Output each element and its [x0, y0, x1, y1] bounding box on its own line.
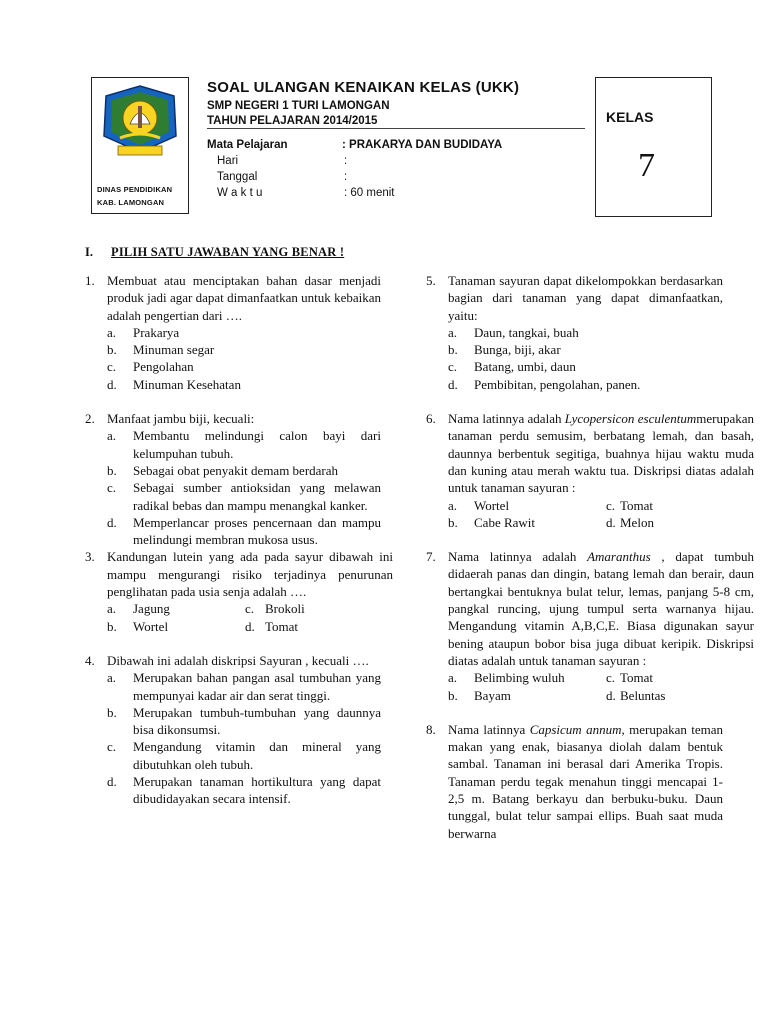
question-7 — [426, 548, 754, 704]
question-text: Nama latinnya adalah Amaranthus , dapat tumbuh didaerah panas dan dingin, batang lemah dan berair, daun bertangkai bentuknya bulat telur, lemas, panjang 5-8 cm, pangkal runcing, ujung tumpul serta warnanya hijau. Mengandung vitamin A,B,C,E. Biasa digunakan sayur bening ataupun bobor bisa juga dibuat keripik. Diskripsi diatas adalah untuk tanaman sayuran : — [448, 549, 754, 668]
question-column-left — [85, 272, 393, 808]
class-number: 7 — [638, 147, 655, 184]
latin-name: Amaranthus — [587, 549, 651, 565]
answer-option[interactable]: c. Pengolahan — [107, 359, 194, 375]
answer-option[interactable]: d. Minuman Kesehatan — [107, 376, 241, 392]
question-5 — [426, 272, 723, 393]
info-value-time: : 60 menit — [344, 187, 395, 199]
answer-option[interactable]: d. Memperlancar proses pencernaan dan mampu melindungi membran mukosa usus. — [107, 514, 381, 548]
latin-name: Capsicum annum — [529, 721, 622, 737]
academic-year: TAHUN PELAJARAN 2014/2015 — [207, 115, 378, 127]
question-2 — [85, 410, 381, 548]
question-number: 6. — [426, 411, 436, 427]
answer-option[interactable]: c. Sebagai sumber antioksidan yang melawan radikal bebas dan mampu menangkal kanker. — [107, 480, 381, 513]
question-number: 3. — [85, 549, 95, 565]
logo-caption — [92, 183, 188, 209]
answer-option[interactable]: c. Mengandung vitamin dan mineral yang dibutuhkan oleh tubuh. — [107, 739, 381, 772]
info-value-day: : — [344, 155, 348, 167]
question-number: 7. — [426, 549, 436, 565]
school-name: SMP NEGERI 1 TURI LAMONGAN — [207, 100, 390, 112]
lamongan-emblem-icon — [96, 82, 184, 180]
info-label-date: Tanggal — [217, 171, 258, 183]
answer-option[interactable]: d. Merupakan tanaman hortikultura yang dapat dibudidayakan secara intensif. — [107, 774, 381, 807]
answer-option[interactable]: c. Tomat — [606, 497, 654, 513]
answer-option[interactable]: a. Prakarya — [107, 324, 180, 340]
question-text: Dibawah ini adalah diskripsi Sayuran , kecuali …. — [107, 652, 369, 668]
question-number: 1. — [85, 273, 95, 288]
question-text: Kandungan lutein yang ada pada sayur dibawah ini mampu mengurangi risiko terjadinya penurunan penglihatan pada usia senja adalah …. — [107, 549, 393, 600]
answer-option[interactable]: c. Brokoli — [245, 601, 305, 617]
info-label-day: Hari — [217, 155, 239, 167]
question-8 — [426, 721, 723, 842]
info-label-subject: Mata Pelajaran — [207, 139, 288, 151]
class-label: KELAS — [606, 109, 654, 125]
question-column-right — [426, 272, 754, 842]
answer-option[interactable]: a. Belimbing wuluh — [448, 670, 565, 686]
question-text: Tanaman sayuran dapat dikelompokkan berdasarkan bagian dari tanaman yang dapat dimanfaatkan, yaitu: — [448, 273, 723, 323]
answer-option[interactable]: a. Merupakan bahan pangan asal tumbuhan yang mempunyai kadar air dan serat tinggi. — [107, 670, 381, 703]
answer-option[interactable]: a. Wortel — [448, 497, 510, 513]
exam-title: SOAL ULANGAN KENAIKAN KELAS (UKK) — [207, 79, 520, 96]
question-text: Membuat atau menciptakan bahan dasar menjadi produk jadi agar dapat dimanfaatkan untuk kebaikan adalah pengertian dari …. — [107, 273, 381, 323]
logo-box — [91, 77, 189, 214]
class-box — [595, 77, 712, 217]
answer-option[interactable]: c. Tomat — [606, 670, 654, 686]
info-value-subject: : PRAKARYA DAN BUDIDAYA — [342, 139, 503, 151]
info-label-time: W a k t u — [217, 187, 263, 199]
answer-option[interactable]: b. Merupakan tumbuh-tumbuhan yang daunnya bisa dikonsumsi. — [107, 704, 381, 738]
answer-option-row — [448, 514, 754, 531]
answer-option[interactable]: a. Membantu melindungi calon bayi dari kelumpuhan tubuh. — [107, 428, 381, 461]
answer-option[interactable]: c. Batang, umbi, daun — [448, 359, 576, 375]
section-title: PILIH SATU JAWABAN YANG BENAR ! — [111, 245, 345, 259]
section-number: I. — [85, 245, 93, 259]
answer-option[interactable]: b. Sebagai obat penyakit demam berdarah — [107, 462, 339, 478]
answer-option-row — [107, 618, 393, 635]
answer-option-row — [448, 497, 754, 514]
question-4 — [85, 652, 381, 808]
answer-option[interactable]: a. Daun, tangkai, buah — [448, 324, 579, 340]
question-text: Nama latinnya adalah Lycopersicon esculentummerupakan tanaman perdu semusim, berbatang lemah, dan basah, daunnya berbentuk segitiga, buahnya hijau waktu muda dan kuning atau merah waktu tua. Diskripsi diatas adalah untuk tanaman sayuran : — [448, 411, 754, 496]
answer-option-row — [448, 669, 754, 686]
answer-option[interactable]: d. Pembibitan, pengolahan, panen. — [448, 376, 641, 392]
question-number: 5. — [426, 273, 436, 288]
question-number: 4. — [85, 652, 95, 668]
answer-option[interactable]: b. Bayam — [448, 687, 511, 703]
answer-option-row — [448, 687, 754, 704]
answer-option[interactable]: b. Wortel — [107, 618, 169, 634]
latin-name: Lycopersicon esculentum — [564, 411, 697, 427]
answer-option[interactable]: d. Tomat — [245, 618, 299, 634]
question-number: 8. — [426, 721, 436, 737]
answer-option[interactable]: b. Bunga, biji, akar — [448, 342, 561, 358]
answer-option[interactable]: b. Minuman segar — [107, 342, 215, 358]
answer-option[interactable]: b. Cabe Rawit — [448, 514, 536, 530]
answer-option[interactable]: a. Jagung — [107, 601, 170, 617]
logo-caption-line-2: KAB. LAMONGAN — [97, 198, 165, 207]
logo-caption-line-1: DINAS PENDIDIKAN — [97, 185, 173, 194]
answer-option-row — [107, 600, 393, 617]
question-3 — [85, 548, 393, 634]
question-number: 2. — [85, 411, 95, 427]
answer-option[interactable]: d. Beluntas — [606, 687, 666, 703]
info-value-date: : — [344, 171, 348, 183]
header-divider — [207, 128, 585, 129]
question-text: Manfaat jambu biji, kecuali: — [107, 411, 255, 427]
question-6 — [426, 410, 754, 531]
question-text: Nama latinnya Capsicum annum, merupakan teman makan yang enak, biasanya diolah dalam bentuk sambal. Tanaman ini berasal dari Amerika Tropis. Tanaman perdu tegak menahun tinggi mencapai 1-2,5 m. Batang berkayu dan berbuku-buku. Daun tunggal, bulat telur sampai ellips. Buah saat muda berwarna — [448, 721, 724, 841]
question-1 — [85, 272, 381, 393]
answer-option[interactable]: d. Melon — [606, 514, 654, 530]
